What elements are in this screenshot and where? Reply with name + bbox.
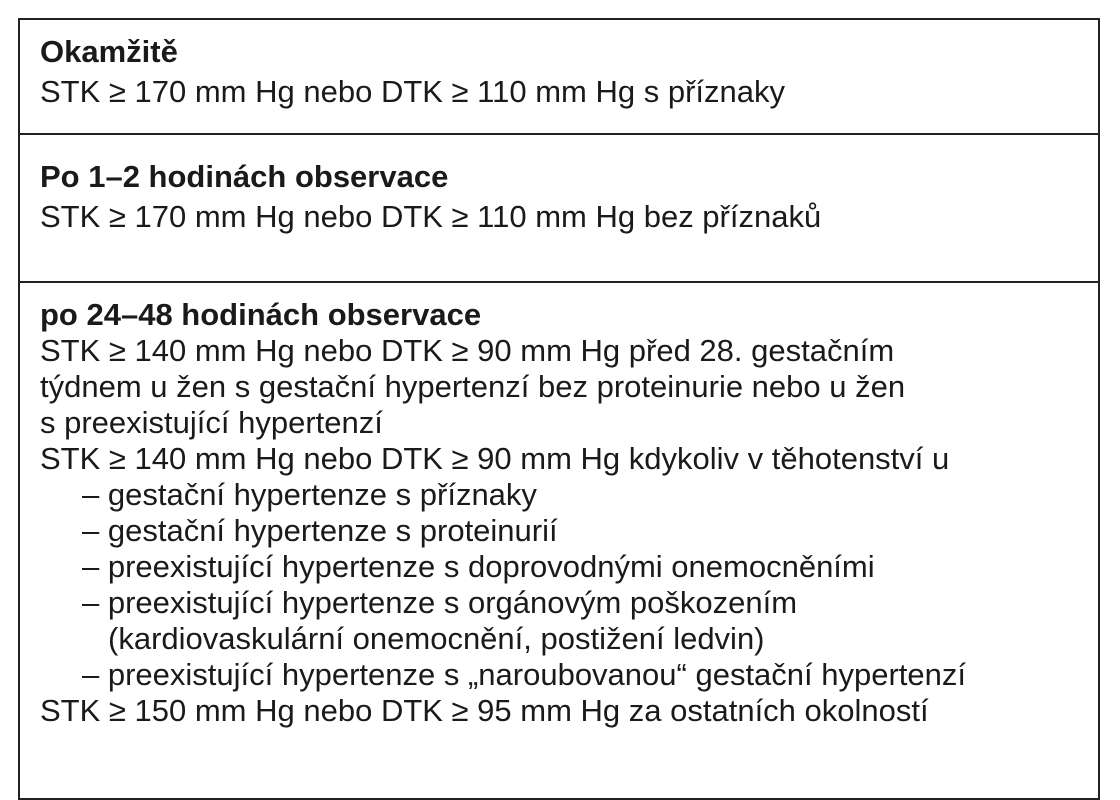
list-item: – preexistující hypertenze s „naroubovanou“ gestační hypertenzí bbox=[82, 657, 967, 692]
section-immediate bbox=[20, 20, 1098, 135]
criteria-line: STK ≥ 140 mm Hg nebo DTK ≥ 90 mm Hg před 28. gestačním bbox=[40, 333, 895, 368]
section-heading: Po 1–2 hodinách observace bbox=[40, 159, 449, 194]
list-item: – preexistující hypertenze s doprovodnými onemocněními bbox=[82, 549, 875, 584]
criteria-line: STK ≥ 140 mm Hg nebo DTK ≥ 90 mm Hg kdykoliv v těhotenství u bbox=[40, 441, 950, 476]
criteria-line: STK ≥ 150 mm Hg nebo DTK ≥ 95 mm Hg za ostatních okolností bbox=[40, 693, 929, 728]
criteria-line: s preexistující hypertenzí bbox=[40, 405, 383, 440]
list-item: – preexistující hypertenze s orgánovým poškozením bbox=[82, 585, 798, 620]
list-item-continuation: (kardiovaskulární onemocnění, postižení ledvin) bbox=[108, 621, 765, 656]
criteria-table bbox=[18, 18, 1100, 800]
section-after-1-2-hours bbox=[20, 135, 1098, 283]
criteria-line: STK ≥ 170 mm Hg nebo DTK ≥ 110 mm Hg bez příznaků bbox=[40, 199, 822, 234]
section-heading: po 24–48 hodinách observace bbox=[40, 297, 482, 332]
section-heading: Okamžitě bbox=[40, 34, 178, 69]
criteria-line: STK ≥ 170 mm Hg nebo DTK ≥ 110 mm Hg s příznaky bbox=[40, 74, 785, 109]
list-item: – gestační hypertenze s příznaky bbox=[82, 477, 537, 512]
section-after-24-48-hours bbox=[20, 283, 1098, 800]
list-item: – gestační hypertenze s proteinurií bbox=[82, 513, 558, 548]
criteria-line: týdnem u žen s gestační hypertenzí bez proteinurie nebo u žen bbox=[40, 369, 906, 404]
